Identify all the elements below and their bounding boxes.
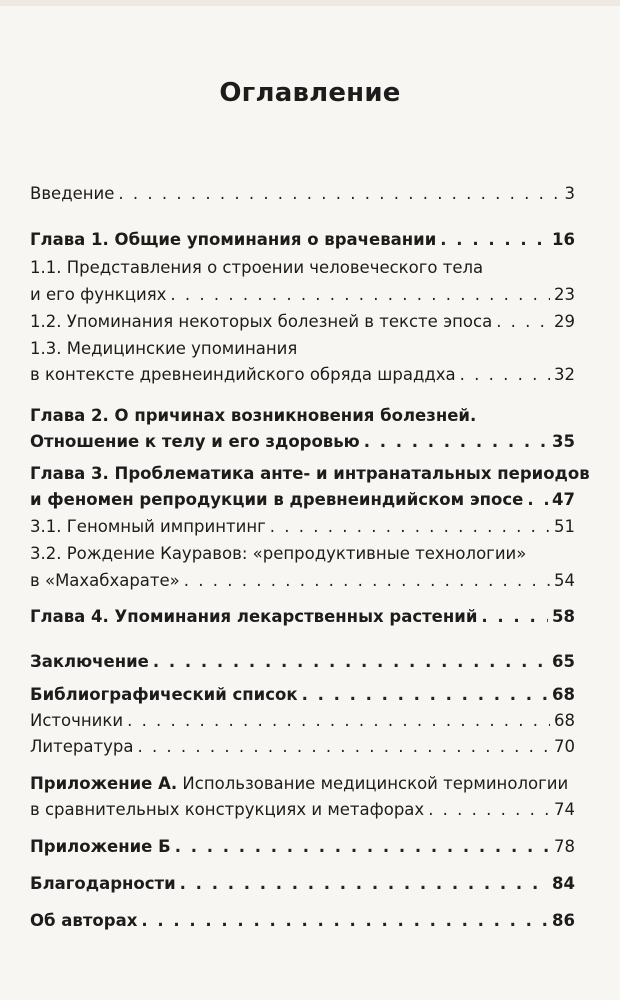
toc-page-number: 35 [552,432,575,451]
toc-entry-chapter-3 [30,488,575,512]
toc-entry-section-1-2 [30,310,575,334]
toc-label: и его функциях [30,285,167,304]
toc-label: Глава 1. Общие упоминания о врачевании [30,230,437,249]
dot-leader [118,182,560,206]
toc-label: Источники [30,711,124,730]
toc-label: Введение [30,184,115,203]
toc-label: Благодарности [30,874,176,893]
toc-entry-section-1-3 [30,363,575,387]
dot-leader [180,872,548,896]
toc-label-line: 3.2. Рождение Кауравов: «репродуктивные технологии» [30,544,527,563]
dot-leader [527,488,548,512]
dot-leader [428,798,550,822]
toc-entry-intro [30,182,575,206]
dot-leader [302,683,548,707]
toc-page-number: 29 [554,312,575,331]
toc-entry-chapter-1 [30,228,575,252]
toc-page-number: 84 [552,874,575,893]
toc-entry-appendix-a [30,798,575,822]
toc-page-number: 51 [554,517,575,536]
toc-page-number: 68 [552,685,575,704]
dot-leader [496,310,550,334]
toc-page-number: 74 [554,800,575,819]
toc-label-line: 1.1. Представления о строении человеческого тела [30,258,484,277]
toc-page-number: 65 [552,652,575,671]
toc-label: Заключение [30,652,149,671]
dot-leader [141,909,548,933]
toc-page-number: 3 [564,184,575,203]
toc-label-line [30,772,568,796]
toc-entry-chapter-2 [30,430,575,454]
appendix-a-title: Приложение А. [30,774,178,793]
toc-label: Отношение к телу и его здоровью [30,432,360,451]
toc-page-number: 68 [554,711,575,730]
toc-page-number: 47 [552,490,575,509]
dot-leader [481,605,548,629]
dot-leader [153,650,548,674]
toc-entry-chapter-4 [30,605,575,629]
toc-label-line: 1.3. Медицинские упоминания [30,339,298,358]
toc-entry-acknowledgements [30,872,575,896]
appendix-a-subtitle: Использование медицинской терминологии [177,774,569,793]
dot-leader [127,709,550,733]
toc-entry-section-1-1 [30,283,575,307]
toc-page-number: 78 [554,837,575,856]
toc-page-number: 58 [552,607,575,626]
toc-label-line: Глава 2. О причинах возникновения болезней. [30,406,477,425]
toc-label-line: Глава 3. Проблематика анте- и интранатальных периодов [30,464,590,483]
toc-page-number: 32 [554,365,575,384]
toc-label: Библиографический список [30,685,298,704]
dot-leader [440,228,548,252]
toc-page-number: 54 [554,571,575,590]
toc-entry-section-3-2 [30,569,575,593]
page-title: Оглавление [219,78,401,108]
toc-entry-conclusion [30,650,575,674]
dot-leader [137,735,550,759]
toc-entry-appendix-b [30,835,575,859]
toc-label: Глава 4. Упоминания лекарственных растений [30,607,478,626]
toc-entry-literature [30,735,575,759]
toc-label: Об авторах [30,911,138,930]
dot-leader [175,835,550,859]
toc-page-number: 86 [552,911,575,930]
dot-leader [270,515,550,539]
toc-label: в контексте древнеиндийского обряда шраддха [30,365,456,384]
dot-leader [364,430,548,454]
toc-entry-bibliography [30,683,575,707]
toc-entry-section-3-1 [30,515,575,539]
toc-page-number: 16 [552,230,575,249]
toc-label: Приложение Б [30,837,171,856]
toc-label: Литература [30,737,134,756]
toc-label: 1.2. Упоминания некоторых болезней в тексте эпоса [30,312,493,331]
toc-label: в «Махабхарате» [30,571,180,590]
toc-label: 3.1. Геномный импринтинг [30,517,266,536]
toc-label: и феномен репродукции в древнеиндийском эпосе [30,490,524,509]
dot-leader [460,363,550,387]
dot-leader [170,283,550,307]
toc-page-number: 70 [554,737,575,756]
toc-entry-authors [30,909,575,933]
dot-leader [184,569,550,593]
toc-label: в сравнительных конструкциях и метафорах [30,800,425,819]
toc-page-number: 23 [554,285,575,304]
toc-entry-sources [30,709,575,733]
